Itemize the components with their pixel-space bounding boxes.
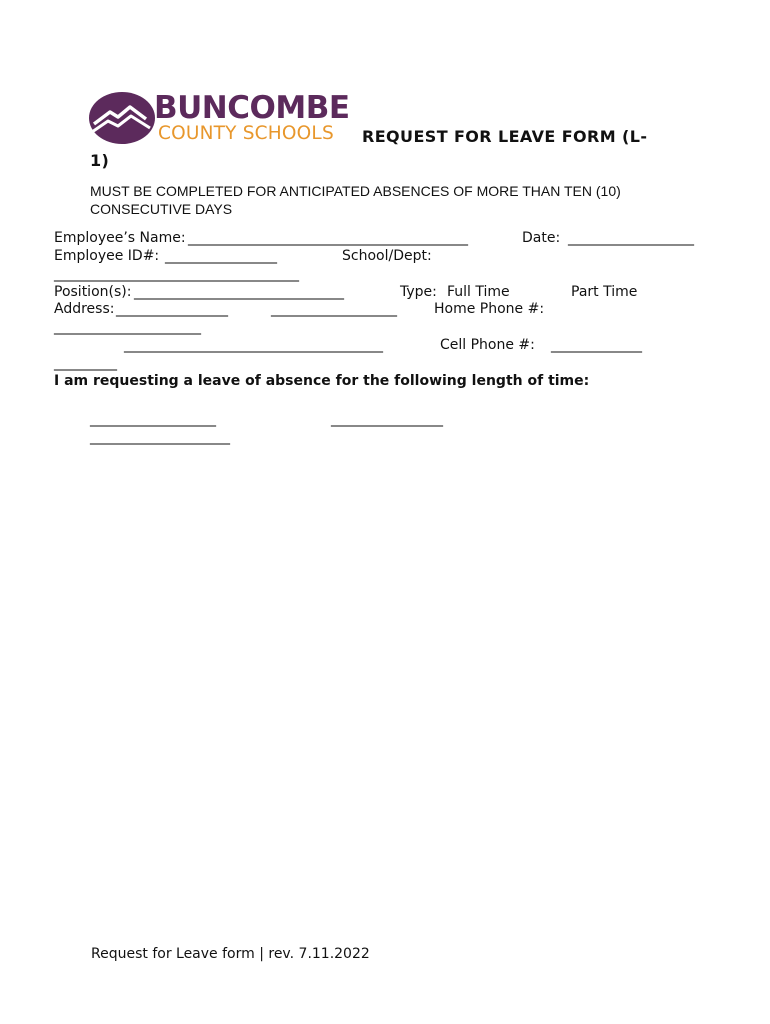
mountain-logo-icon [88,90,156,146]
form-instructions-line2: CONSECUTIVE DAYS [90,201,233,217]
home-phone-label: Home Phone #: [434,301,545,317]
employee-id-field[interactable]: ________________ [165,248,277,264]
type-label: Type: [400,284,437,300]
employee-name-field[interactable]: ________________________________________ [188,230,468,246]
leave-start-field[interactable]: __________________ [90,411,216,427]
form-instructions-line1: MUST BE COMPLETED FOR ANTICIPATED ABSENCES OF MORE THAN TEN (10) [90,183,621,199]
positions-label: Position(s): [54,284,132,300]
leave-duration-field[interactable]: ____________________ [90,429,230,445]
leave-end-field[interactable]: ________________ [331,411,443,427]
leave-request-heading: I am requesting a leave of absence for the following length of time: [54,373,590,389]
school-dept-field[interactable]: ___________________________________ [54,266,299,282]
form-title-line2: 1) [90,151,110,170]
address-field-4[interactable]: _____________________________________ [124,337,383,353]
address-field-2[interactable]: __________________ [271,301,397,317]
school-dept-label: School/Dept: [342,248,432,264]
page-footer: Request for Leave form | rev. 7.11.2022 [91,946,370,962]
cell-phone-label: Cell Phone #: [440,337,535,353]
date-label: Date: [522,230,561,246]
address-field-1[interactable]: ________________ [116,301,228,317]
logo-wordmark-buncombe: BUNCOMBE [154,90,350,126]
type-part-time-option[interactable]: Part Time [571,284,638,300]
cell-phone-field-continued[interactable]: _________ [54,355,117,371]
form-title-line1: REQUEST FOR LEAVE FORM (L- [362,127,648,146]
date-field[interactable]: __________________ [568,230,694,246]
address-field-3[interactable]: _____________________ [54,319,201,335]
cell-phone-field[interactable]: _____________ [551,337,642,353]
logo-wordmark-county-schools: COUNTY SCHOOLS [158,123,334,144]
address-label: Address: [54,301,115,317]
buncombe-county-schools-logo [88,90,352,146]
employee-name-label: Employee’s Name: [54,230,186,246]
employee-id-label: Employee ID#: [54,248,160,264]
positions-field[interactable]: ______________________________ [134,284,344,300]
type-full-time-option[interactable]: Full Time [447,284,510,300]
